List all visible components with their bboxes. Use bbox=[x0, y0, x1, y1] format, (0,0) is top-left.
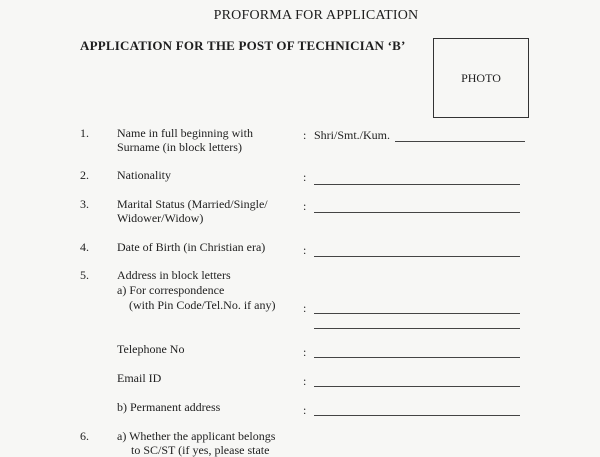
field-label: Widower/Widow) bbox=[117, 211, 204, 225]
field-colon: : bbox=[303, 199, 307, 213]
field-number: 2. bbox=[80, 168, 89, 182]
post-title: APPLICATION FOR THE POST OF TECHNICIAN ‘B’ bbox=[80, 38, 406, 53]
marital-status-input-line[interactable] bbox=[314, 212, 520, 213]
field-label: Name in full beginning with bbox=[117, 126, 253, 140]
field-label: Marital Status (Married/Single/ bbox=[117, 197, 268, 211]
field-label: (with Pin Code/Tel.No. if any) bbox=[129, 298, 276, 312]
field-colon: : bbox=[303, 374, 307, 388]
field-label: Surname (in block letters) bbox=[117, 140, 242, 154]
field-colon: : bbox=[303, 345, 307, 359]
field-colon: : bbox=[303, 170, 307, 184]
title-prefix: Shri/Smt./Kum. bbox=[314, 128, 391, 142]
field-label: b) Permanent address bbox=[117, 400, 221, 414]
correspondence-address-line-1[interactable] bbox=[314, 313, 520, 314]
permanent-address-input-line[interactable] bbox=[314, 415, 520, 416]
field-number: 3. bbox=[80, 197, 89, 211]
name-input-line[interactable] bbox=[395, 141, 525, 142]
field-number: 1. bbox=[80, 126, 89, 140]
field-label: a) For correspondence bbox=[117, 283, 225, 297]
field-colon: : bbox=[303, 128, 307, 142]
nationality-input-line[interactable] bbox=[314, 184, 520, 185]
form-heading: PROFORMA FOR APPLICATION bbox=[213, 8, 419, 23]
telephone-input-line[interactable] bbox=[314, 357, 520, 358]
field-label: to SC/ST (if yes, please state bbox=[131, 443, 270, 457]
field-colon: : bbox=[303, 243, 307, 257]
field-number: 4. bbox=[80, 240, 89, 254]
field-label: Address in block letters bbox=[117, 268, 231, 282]
field-label: Date of Birth (in Christian era) bbox=[117, 240, 266, 254]
field-label: a) Whether the applicant belongs bbox=[117, 429, 276, 443]
field-colon: : bbox=[303, 301, 307, 315]
field-label: Nationality bbox=[117, 168, 171, 182]
field-label: Email ID bbox=[117, 371, 162, 385]
correspondence-address-line-2[interactable] bbox=[314, 328, 520, 329]
field-label: Telephone No bbox=[117, 342, 185, 356]
photo-label: PHOTO bbox=[461, 71, 501, 85]
field-colon: : bbox=[303, 403, 307, 417]
email-input-line[interactable] bbox=[314, 386, 520, 387]
field-number: 6. bbox=[80, 429, 89, 443]
photo-box bbox=[433, 38, 529, 118]
dob-input-line[interactable] bbox=[314, 256, 520, 257]
field-number: 5. bbox=[80, 268, 89, 282]
